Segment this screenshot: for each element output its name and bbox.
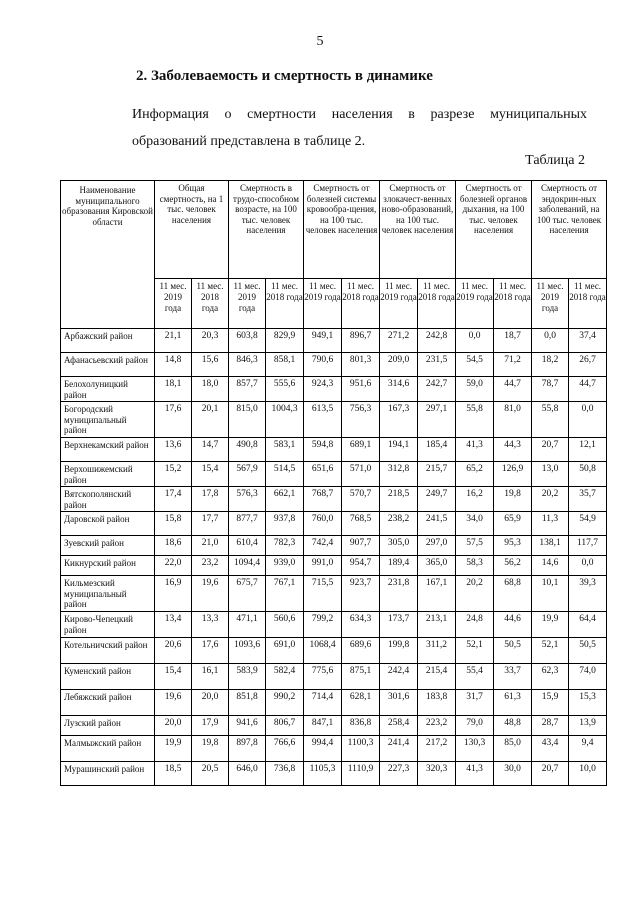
value-cell: 22,0 <box>155 556 192 576</box>
value-cell: 20,0 <box>155 716 192 736</box>
value-cell: 21,0 <box>192 536 229 556</box>
value-cell: 223,2 <box>418 716 456 736</box>
value-cell: 74,0 <box>569 664 607 690</box>
value-cell: 1093,6 <box>229 638 266 664</box>
value-cell: 1094,4 <box>229 556 266 576</box>
value-cell: 1004,3 <box>266 402 304 438</box>
value-cell: 81,0 <box>494 402 532 438</box>
value-cell: 799,2 <box>304 612 342 638</box>
value-cell: 766,6 <box>266 736 304 762</box>
value-cell: 311,2 <box>418 638 456 664</box>
value-cell: 314,6 <box>380 377 418 402</box>
group-header-working-age: Смертность в трудо-способном возрасте, на 100 тыс. человек населения <box>229 181 304 279</box>
value-cell: 570,7 <box>342 487 380 512</box>
value-cell: 13,0 <box>532 462 569 487</box>
page-number: 5 <box>316 34 324 49</box>
value-cell: 18,2 <box>532 353 569 377</box>
value-cell: 15,2 <box>155 462 192 487</box>
value-cell: 691,0 <box>266 638 304 664</box>
value-cell: 138,1 <box>532 536 569 556</box>
value-cell: 194,1 <box>380 438 418 462</box>
value-cell: 19,6 <box>155 690 192 716</box>
group-header-total: Общая смертность, на 1 тыс. человек населения <box>155 181 229 279</box>
value-cell: 55,4 <box>456 664 494 690</box>
value-cell: 52,1 <box>532 638 569 664</box>
table-body <box>61 329 607 786</box>
value-cell: 846,3 <box>229 353 266 377</box>
table-row <box>61 556 607 576</box>
region-name-cell: Кильмезский муниципальный район <box>61 576 155 612</box>
value-cell: 514,5 <box>266 462 304 487</box>
value-cell: 68,8 <box>494 576 532 612</box>
value-cell: 954,7 <box>342 556 380 576</box>
value-cell: 16,9 <box>155 576 192 612</box>
value-cell: 875,1 <box>342 664 380 690</box>
value-cell: 567,9 <box>229 462 266 487</box>
value-cell: 15,3 <box>569 690 607 716</box>
value-cell: 54,9 <box>569 512 607 536</box>
value-cell: 0,0 <box>569 556 607 576</box>
value-cell: 65,2 <box>456 462 494 487</box>
value-cell: 736,8 <box>266 762 304 786</box>
value-cell: 15,4 <box>155 664 192 690</box>
value-cell: 12,1 <box>569 438 607 462</box>
value-cell: 17,7 <box>192 512 229 536</box>
value-cell: 242,7 <box>418 377 456 402</box>
value-cell: 56,2 <box>494 556 532 576</box>
value-cell: 41,3 <box>456 762 494 786</box>
value-cell: 117,7 <box>569 536 607 556</box>
value-cell: 231,8 <box>380 576 418 612</box>
period-header-2018: 11 мес. 2018 года <box>569 279 607 329</box>
region-name-cell: Вятскополянский район <box>61 487 155 512</box>
value-cell: 19,6 <box>192 576 229 612</box>
group-header-endocrine: Смертность от эндокрин-ных заболеваний, на 100 тыс. человек населения <box>532 181 607 279</box>
value-cell: 775,6 <box>304 664 342 690</box>
value-cell: 297,1 <box>418 402 456 438</box>
value-cell: 43,4 <box>532 736 569 762</box>
value-cell: 19,9 <box>155 736 192 762</box>
group-header-respiratory: Смертность от болезней органов дыхания, на 100 тыс. человек населения <box>456 181 532 279</box>
value-cell: 571,0 <box>342 462 380 487</box>
table-row <box>61 716 607 736</box>
value-cell: 50,8 <box>569 462 607 487</box>
value-cell: 951,6 <box>342 377 380 402</box>
value-cell: 167,1 <box>418 576 456 612</box>
value-cell: 126,9 <box>494 462 532 487</box>
value-cell: 594,8 <box>304 438 342 462</box>
value-cell: 33,7 <box>494 664 532 690</box>
value-cell: 19,9 <box>532 612 569 638</box>
value-cell: 689,6 <box>342 638 380 664</box>
value-cell: 26,7 <box>569 353 607 377</box>
value-cell: 13,3 <box>192 612 229 638</box>
table-row <box>61 353 607 377</box>
value-cell: 231,5 <box>418 353 456 377</box>
period-header-2019: 11 мес. 2019 года <box>155 279 192 329</box>
value-cell: 17,4 <box>155 487 192 512</box>
value-cell: 71,2 <box>494 353 532 377</box>
value-cell: 857,7 <box>229 377 266 402</box>
intro-paragraph: Информация о смертности населения в разрезе муниципальных образований представлена в таблице 2. <box>132 107 587 149</box>
table-row <box>61 438 607 462</box>
value-cell: 851,8 <box>229 690 266 716</box>
value-cell: 10,0 <box>569 762 607 786</box>
region-name-cell: Кирово-Чепецкий район <box>61 612 155 638</box>
value-cell: 923,7 <box>342 576 380 612</box>
value-cell: 15,9 <box>532 690 569 716</box>
value-cell: 305,0 <box>380 536 418 556</box>
value-cell: 241,5 <box>418 512 456 536</box>
value-cell: 836,8 <box>342 716 380 736</box>
value-cell: 58,3 <box>456 556 494 576</box>
value-cell: 603,8 <box>229 329 266 353</box>
value-cell: 10,1 <box>532 576 569 612</box>
value-cell: 760,0 <box>304 512 342 536</box>
value-cell: 78,7 <box>532 377 569 402</box>
value-cell: 52,1 <box>456 638 494 664</box>
value-cell: 242,4 <box>380 664 418 690</box>
value-cell: 583,1 <box>266 438 304 462</box>
value-cell: 815,0 <box>229 402 266 438</box>
period-header-2019: 11 мес. 2019 года <box>532 279 569 329</box>
value-cell: 44,3 <box>494 438 532 462</box>
value-cell: 13,4 <box>155 612 192 638</box>
period-header-2018: 11 мес. 2018 года <box>266 279 304 329</box>
value-cell: 242,8 <box>418 329 456 353</box>
value-cell: 937,8 <box>266 512 304 536</box>
value-cell: 59,0 <box>456 377 494 402</box>
value-cell: 806,7 <box>266 716 304 736</box>
region-name-cell: Даровской район <box>61 512 155 536</box>
table-label: Таблица 2 <box>525 153 585 168</box>
value-cell: 20,7 <box>532 762 569 786</box>
value-cell: 742,4 <box>304 536 342 556</box>
value-cell: 628,1 <box>342 690 380 716</box>
value-cell: 130,3 <box>456 736 494 762</box>
value-cell: 173,7 <box>380 612 418 638</box>
value-cell: 897,8 <box>229 736 266 762</box>
value-cell: 949,1 <box>304 329 342 353</box>
value-cell: 209,0 <box>380 353 418 377</box>
value-cell: 312,8 <box>380 462 418 487</box>
region-name-cell: Кикнурский район <box>61 556 155 576</box>
value-cell: 17,8 <box>192 487 229 512</box>
period-header-2018: 11 мес. 2018 года <box>342 279 380 329</box>
value-cell: 662,1 <box>266 487 304 512</box>
value-cell: 583,9 <box>229 664 266 690</box>
value-cell: 20,7 <box>532 438 569 462</box>
value-cell: 35,7 <box>569 487 607 512</box>
value-cell: 767,1 <box>266 576 304 612</box>
value-cell: 271,2 <box>380 329 418 353</box>
value-cell: 782,3 <box>266 536 304 556</box>
value-cell: 858,1 <box>266 353 304 377</box>
value-cell: 34,0 <box>456 512 494 536</box>
value-cell: 301,6 <box>380 690 418 716</box>
value-cell: 471,1 <box>229 612 266 638</box>
value-cell: 249,7 <box>418 487 456 512</box>
value-cell: 64,4 <box>569 612 607 638</box>
value-cell: 215,4 <box>418 664 456 690</box>
value-cell: 576,3 <box>229 487 266 512</box>
value-cell: 1068,4 <box>304 638 342 664</box>
region-name-cell: Верхошижемский район <box>61 462 155 487</box>
value-cell: 57,5 <box>456 536 494 556</box>
table-row <box>61 512 607 536</box>
value-cell: 44,7 <box>494 377 532 402</box>
value-cell: 167,3 <box>380 402 418 438</box>
value-cell: 990,2 <box>266 690 304 716</box>
region-name-cell: Богородский муниципальный район <box>61 402 155 438</box>
value-cell: 320,3 <box>418 762 456 786</box>
value-cell: 14,8 <box>155 353 192 377</box>
value-cell: 213,1 <box>418 612 456 638</box>
table-row <box>61 612 607 638</box>
region-name-cell: Белохолуницкий район <box>61 377 155 402</box>
period-header-2019: 11 мес. 2019 года <box>456 279 494 329</box>
value-cell: 218,5 <box>380 487 418 512</box>
table-row <box>61 402 607 438</box>
value-cell: 28,7 <box>532 716 569 736</box>
value-cell: 18,5 <box>155 762 192 786</box>
value-cell: 15,4 <box>192 462 229 487</box>
value-cell: 16,2 <box>456 487 494 512</box>
value-cell: 790,6 <box>304 353 342 377</box>
value-cell: 0,0 <box>456 329 494 353</box>
value-cell: 18,7 <box>494 329 532 353</box>
value-cell: 646,0 <box>229 762 266 786</box>
section-heading: 2. Заболеваемость и смертность в динамике <box>136 68 433 84</box>
value-cell: 18,0 <box>192 377 229 402</box>
value-cell: 907,7 <box>342 536 380 556</box>
value-cell: 44,6 <box>494 612 532 638</box>
value-cell: 651,6 <box>304 462 342 487</box>
value-cell: 490,8 <box>229 438 266 462</box>
value-cell: 1105,3 <box>304 762 342 786</box>
value-cell: 555,6 <box>266 377 304 402</box>
value-cell: 50,5 <box>494 638 532 664</box>
value-cell: 241,4 <box>380 736 418 762</box>
value-cell: 227,3 <box>380 762 418 786</box>
group-header-circulatory: Смертность от болезней системы кровообра-щения, на 100 тыс. человек населения <box>304 181 380 279</box>
value-cell: 877,7 <box>229 512 266 536</box>
region-name-cell: Арбажский район <box>61 329 155 353</box>
region-name-cell: Лебяжский район <box>61 690 155 716</box>
value-cell: 48,8 <box>494 716 532 736</box>
value-cell: 65,9 <box>494 512 532 536</box>
value-cell: 829,9 <box>266 329 304 353</box>
value-cell: 24,8 <box>456 612 494 638</box>
value-cell: 801,3 <box>342 353 380 377</box>
value-cell: 17,9 <box>192 716 229 736</box>
table-row <box>61 462 607 487</box>
region-name-cell: Лузский район <box>61 716 155 736</box>
value-cell: 61,3 <box>494 690 532 716</box>
value-cell: 1110,9 <box>342 762 380 786</box>
value-cell: 768,7 <box>304 487 342 512</box>
value-cell: 941,6 <box>229 716 266 736</box>
value-cell: 20,2 <box>532 487 569 512</box>
value-cell: 560,6 <box>266 612 304 638</box>
value-cell: 55,8 <box>532 402 569 438</box>
value-cell: 18,1 <box>155 377 192 402</box>
mortality-table <box>60 180 607 786</box>
table-row <box>61 487 607 512</box>
value-cell: 54,5 <box>456 353 494 377</box>
value-cell: 714,4 <box>304 690 342 716</box>
value-cell: 991,0 <box>304 556 342 576</box>
value-cell: 689,1 <box>342 438 380 462</box>
region-name-cell: Малмыжский район <box>61 736 155 762</box>
value-cell: 31,7 <box>456 690 494 716</box>
table-row <box>61 576 607 612</box>
value-cell: 11,3 <box>532 512 569 536</box>
value-cell: 185,4 <box>418 438 456 462</box>
period-header-2019: 11 мес. 2019 года <box>304 279 342 329</box>
value-cell: 1100,3 <box>342 736 380 762</box>
value-cell: 20,2 <box>456 576 494 612</box>
value-cell: 756,3 <box>342 402 380 438</box>
value-cell: 199,8 <box>380 638 418 664</box>
value-cell: 924,3 <box>304 377 342 402</box>
value-cell: 19,8 <box>192 736 229 762</box>
value-cell: 62,3 <box>532 664 569 690</box>
region-name-cell: Афанасьевский район <box>61 353 155 377</box>
value-cell: 15,8 <box>155 512 192 536</box>
value-cell: 41,3 <box>456 438 494 462</box>
value-cell: 215,7 <box>418 462 456 487</box>
value-cell: 297,0 <box>418 536 456 556</box>
mortality-table-wrapper <box>60 180 606 786</box>
period-header-2018: 11 мес. 2018 года <box>192 279 229 329</box>
value-cell: 20,0 <box>192 690 229 716</box>
value-cell: 20,3 <box>192 329 229 353</box>
region-name-cell: Верхнекамский район <box>61 438 155 462</box>
value-cell: 0,0 <box>532 329 569 353</box>
region-name-cell: Зуевский район <box>61 536 155 556</box>
value-cell: 95,3 <box>494 536 532 556</box>
value-cell: 20,1 <box>192 402 229 438</box>
value-cell: 37,4 <box>569 329 607 353</box>
region-column-header: Наименование муниципального образования Кировской области <box>61 181 155 329</box>
value-cell: 0,0 <box>569 402 607 438</box>
value-cell: 939,0 <box>266 556 304 576</box>
value-cell: 18,6 <box>155 536 192 556</box>
value-cell: 365,0 <box>418 556 456 576</box>
region-name-cell: Куменский район <box>61 664 155 690</box>
value-cell: 238,2 <box>380 512 418 536</box>
period-header-2019: 11 мес. 2019 года <box>229 279 266 329</box>
value-cell: 14,7 <box>192 438 229 462</box>
value-cell: 55,8 <box>456 402 494 438</box>
value-cell: 258,4 <box>380 716 418 736</box>
value-cell: 13,9 <box>569 716 607 736</box>
value-cell: 14,6 <box>532 556 569 576</box>
value-cell: 634,3 <box>342 612 380 638</box>
table-row <box>61 664 607 690</box>
table-row <box>61 377 607 402</box>
value-cell: 994,4 <box>304 736 342 762</box>
value-cell: 19,8 <box>494 487 532 512</box>
value-cell: 17,6 <box>155 402 192 438</box>
table-row <box>61 736 607 762</box>
region-name-cell: Мурашинский район <box>61 762 155 786</box>
table-header <box>61 181 607 329</box>
value-cell: 20,5 <box>192 762 229 786</box>
value-cell: 613,5 <box>304 402 342 438</box>
value-cell: 21,1 <box>155 329 192 353</box>
value-cell: 847,1 <box>304 716 342 736</box>
value-cell: 85,0 <box>494 736 532 762</box>
value-cell: 13,6 <box>155 438 192 462</box>
table-row <box>61 329 607 353</box>
value-cell: 189,4 <box>380 556 418 576</box>
value-cell: 30,0 <box>494 762 532 786</box>
value-cell: 582,4 <box>266 664 304 690</box>
value-cell: 44,7 <box>569 377 607 402</box>
value-cell: 15,6 <box>192 353 229 377</box>
value-cell: 50,5 <box>569 638 607 664</box>
value-cell: 9,4 <box>569 736 607 762</box>
value-cell: 17,6 <box>192 638 229 664</box>
value-cell: 16,1 <box>192 664 229 690</box>
value-cell: 896,7 <box>342 329 380 353</box>
value-cell: 675,7 <box>229 576 266 612</box>
value-cell: 610,4 <box>229 536 266 556</box>
table-row <box>61 762 607 786</box>
value-cell: 39,3 <box>569 576 607 612</box>
table-row <box>61 536 607 556</box>
value-cell: 23,2 <box>192 556 229 576</box>
value-cell: 183,8 <box>418 690 456 716</box>
table-row <box>61 638 607 664</box>
table-row <box>61 690 607 716</box>
region-name-cell: Котельничский район <box>61 638 155 664</box>
value-cell: 217,2 <box>418 736 456 762</box>
value-cell: 715,5 <box>304 576 342 612</box>
period-header-2018: 11 мес. 2018 года <box>418 279 456 329</box>
period-header-2018: 11 мес. 2018 года <box>494 279 532 329</box>
value-cell: 79,0 <box>456 716 494 736</box>
period-header-2019: 11 мес. 2019 года <box>380 279 418 329</box>
value-cell: 768,5 <box>342 512 380 536</box>
value-cell: 20,6 <box>155 638 192 664</box>
group-header-neoplasms: Смертность от злокачест-венных ново-образований, на 100 тыс. человек населения <box>380 181 456 279</box>
